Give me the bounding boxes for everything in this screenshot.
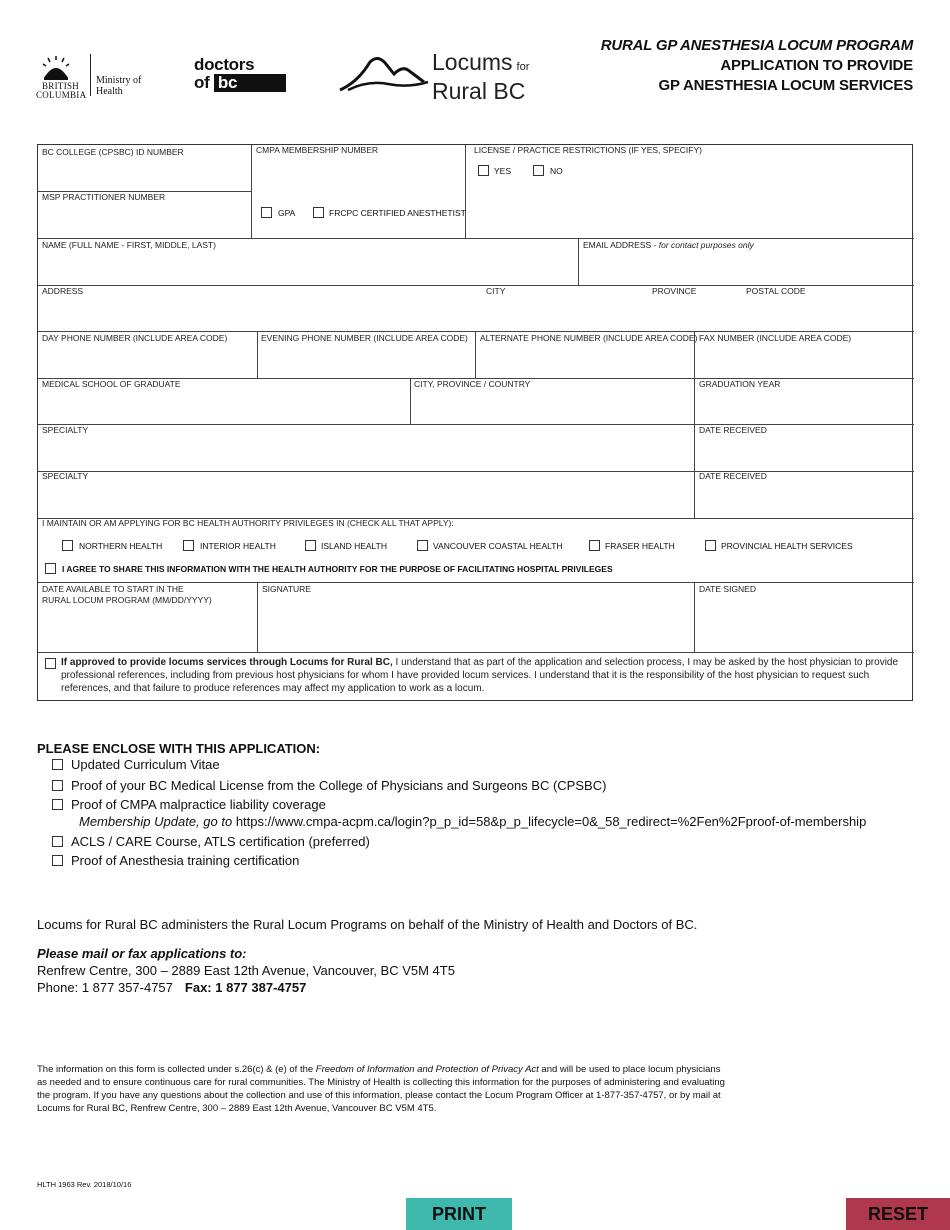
doctors-of-bc-logo: doctors of bc [194, 56, 286, 92]
bc-sun-crest-icon [42, 56, 70, 82]
enclose-item-cv: Updated Curriculum Vitae [52, 757, 220, 773]
province-label: PROVINCE [652, 286, 697, 296]
date-signed-label: DATE SIGNED [699, 584, 756, 594]
privileges-label: I MAINTAIN OR AM APPLYING FOR BC HEALTH AUTHORITY PRIVILEGES IN (CHECK ALL THAT APPLY): [42, 518, 454, 528]
restrictions-no-checkbox[interactable] [533, 165, 544, 176]
address-label: ADDRESS [42, 286, 84, 296]
license-restrictions-label: LICENSE / PRACTICE RESTRICTIONS (IF YES, SPECIFY) [474, 145, 702, 155]
reset-button[interactable]: RESET [846, 1198, 950, 1230]
enclose-acls-checkbox[interactable] [52, 836, 63, 847]
references-acknowledge-checkbox[interactable] [45, 658, 56, 669]
locums-for-rural-bc-logo: Locums for Rural BC [432, 49, 530, 104]
graduation-year-label: GRADUATION YEAR [699, 379, 781, 389]
enclose-license-checkbox[interactable] [52, 780, 63, 791]
enclose-cmpa-checkbox[interactable] [52, 799, 63, 810]
specialty-2-label: SPECIALTY [42, 471, 89, 481]
enclose-heading: PLEASE ENCLOSE WITH THIS APPLICATION: [37, 741, 321, 756]
email-label: EMAIL ADDRESS - for contact purposes only [583, 240, 754, 250]
agree-share-checkbox[interactable] [45, 563, 56, 574]
fraser-health-label: FRASER HEALTH [605, 541, 675, 551]
full-name-label: NAME (FULL NAME - FIRST, MIDDLE, LAST) [42, 240, 216, 250]
alt-phone-label: ALTERNATE PHONE NUMBER (INCLUDE AREA CODE) [480, 333, 698, 343]
bc-college-id-label: BC COLLEGE (CPSBC) ID NUMBER [42, 147, 184, 157]
gpa-label: GPA [278, 208, 296, 218]
vancouver-coastal-health-label: VANCOUVER COASTAL HEALTH [433, 541, 563, 551]
admin-statement: Locums for Rural BC administers the Rural Locum Programs on behalf of the Ministry of Health and Doctors of BC. [37, 917, 698, 932]
city-label: CITY [486, 286, 506, 296]
contact-numbers [37, 980, 306, 995]
day-phone-label: DAY PHONE NUMBER (INCLUDE AREA CODE) [42, 333, 228, 343]
medical-school-label: MEDICAL SCHOOL OF GRADUATE [42, 379, 181, 389]
fax-number-label: FAX NUMBER (INCLUDE AREA CODE) [699, 333, 852, 343]
bc-government-logo [36, 54, 156, 100]
references-acknowledgement-text: If approved to provide locums services through Locums for Rural BC, I understand that as part of the application and selection process, I may be asked by the host physician to provide professional references, including from previous host physicians for whom I have provided locum services. I understand that it is the responsibility of the host physician to request such references, and that failure to produce references may affect my application to work as a locum. [61, 657, 899, 694]
gpa-checkbox[interactable] [261, 207, 272, 218]
form-number: HLTH 1963 Rev. 2018/10/16 [37, 1180, 132, 1189]
agree-share-label: I AGREE TO SHARE THIS INFORMATION WITH THE HEALTH AUTHORITY FOR THE PURPOSE OF FACILITATING HOSPITAL PRIVILEGES [62, 564, 613, 574]
provincial-health-services-label: PROVINCIAL HEALTH SERVICES [721, 541, 853, 551]
vancouver-coastal-health-checkbox[interactable] [417, 540, 428, 551]
provincial-health-services-checkbox[interactable] [705, 540, 716, 551]
date-available-label: DATE AVAILABLE TO START IN THE RURAL LOCUM PROGRAM (MM/DD/YYYY) [42, 584, 212, 605]
enclose-cv-checkbox[interactable] [52, 759, 63, 770]
frcpc-checkbox[interactable] [313, 207, 324, 218]
ministry-of-health-text: Ministry of Health [96, 75, 142, 97]
frcpc-label: FRCPC CERTIFIED ANESTHETIST [329, 208, 466, 218]
island-health-label: ISLAND HEALTH [321, 541, 387, 551]
fax-number: Fax: 1 877 387-4757 [184, 980, 307, 995]
restrictions-yes-label: YES [494, 166, 512, 176]
northern-health-label: NORTHERN HEALTH [79, 541, 163, 551]
application-form [37, 144, 913, 701]
enclose-item-anesthesia: Proof of Anesthesia training certification [52, 853, 299, 869]
postal-code-label: POSTAL CODE [746, 286, 806, 296]
print-button[interactable]: PRINT [406, 1198, 512, 1230]
enclose-item-license: Proof of your BC Medical License from the College of Physicians and Surgeons BC (CPSBC) [52, 778, 606, 794]
enclose-item-cmpa: Proof of CMPA malpractice liability coverage [52, 797, 326, 813]
cmpa-membership-link[interactable]: Membership Update, go to https://www.cmpa-acpm.ca/login?p_p_id=58&p_p_lifecycle=0&_58_redirect=%2Fen%2Fproof-of-membership [79, 814, 867, 829]
enclose-anesthesia-checkbox[interactable] [52, 855, 63, 866]
bc-wordmark: BRITISH COLUMBIA [36, 81, 87, 100]
mail-heading: Please mail or fax applications to: [37, 946, 247, 961]
restrictions-no-label: NO [550, 166, 563, 176]
enclose-item-acls: ACLS / CARE Course, ATLS certification (preferred) [52, 834, 370, 850]
city-province-country-label: CITY, PROVINCE / COUNTRY [414, 379, 531, 389]
interior-health-checkbox[interactable] [183, 540, 194, 551]
specialty-1-label: SPECIALTY [42, 425, 89, 435]
mail-address: Renfrew Centre, 300 – 2889 East 12th Avenue, Vancouver, BC V5M 4T5 [37, 963, 455, 978]
evening-phone-label: EVENING PHONE NUMBER (INCLUDE AREA CODE) [261, 333, 468, 343]
island-health-checkbox[interactable] [305, 540, 316, 551]
fraser-health-checkbox[interactable] [589, 540, 600, 551]
msp-number-label: MSP PRACTITIONER NUMBER [42, 192, 166, 202]
date-received-1-label: DATE RECEIVED [699, 425, 767, 435]
interior-health-label: INTERIOR HEALTH [200, 541, 276, 551]
date-received-2-label: DATE RECEIVED [699, 471, 767, 481]
form-title: RURAL GP ANESTHESIA LOCUM PROGRAM APPLICATION TO PROVIDE GP ANESTHESIA LOCUM SERVICES [600, 37, 913, 94]
cmpa-number-label: CMPA MEMBERSHIP NUMBER [256, 145, 379, 155]
logo-divider [90, 54, 91, 96]
restrictions-yes-checkbox[interactable] [478, 165, 489, 176]
privacy-notice: The information on this form is collected under s.26(c) & (e) of the Freedom of Information and Protection of Privacy Act and will be used to place locum physicians as needed and to ensure continuous care for rural communities. The Ministry of Health is collecting this information for the purposes of administering and evaluating the program. If you have any questions about the collection and use of this information, please contact the Locum Program Officer at 1-877-357-4757, or by mail at Locums for Rural BC, Renfrew Centre, 300 – 2889 East 12th Avenue, Vancouver BC V5M 4T5. [37, 1064, 725, 1114]
mountain-logo-icon [338, 52, 430, 94]
phone-number: Phone: 1 877 357-4757 [37, 980, 173, 995]
signature-label: SIGNATURE [262, 584, 311, 594]
northern-health-checkbox[interactable] [62, 540, 73, 551]
